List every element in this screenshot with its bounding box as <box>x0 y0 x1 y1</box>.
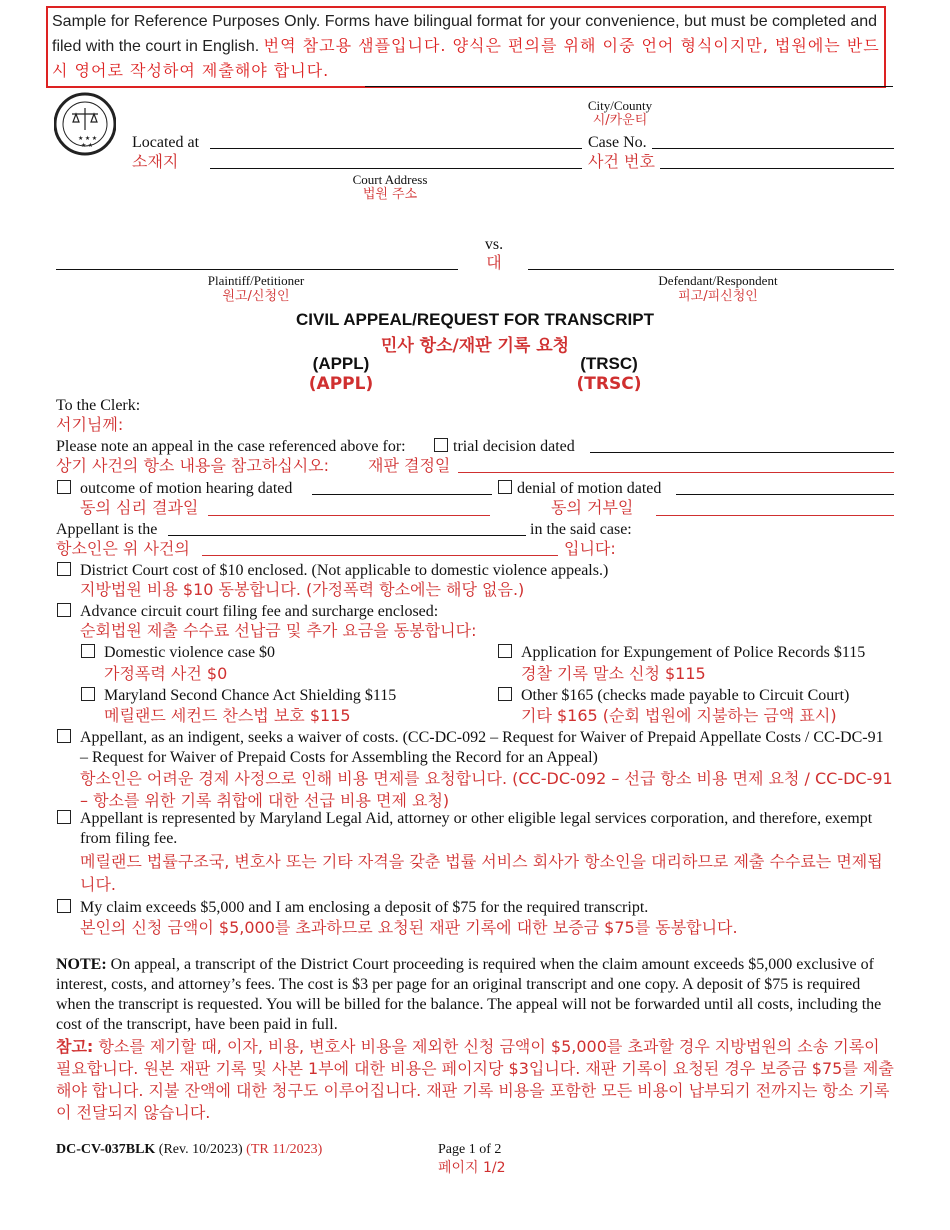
domestic-case: Domestic violence case $0 <box>104 644 276 661</box>
form-rev: (Rev. 10/2023) <box>158 1142 243 1157</box>
appellant-is-ko: 항소인은 위 사건의 <box>56 539 190 558</box>
trial-decision-date-ko[interactable] <box>458 472 894 473</box>
banner-korean: 번역 참고용 샘플입니다. 양식은 편의를 위해 이중 언어 형식이지만, 법원에는 반드시 영어로 작성하여 제출해야 합니다. <box>52 36 880 80</box>
city-county-line[interactable] <box>365 86 893 87</box>
legal-aid-ko: 메릴랜드 법률구조국, 변호사 또는 기타 자격을 갖춘 법률 서비스 회사가 항소인을 대리하므로 제출 수수료는 면제됩니다. <box>80 852 883 894</box>
trial-decision-date[interactable] <box>590 452 894 453</box>
indigent-checkbox[interactable] <box>57 729 71 743</box>
in-said-case-ko: 입니다: <box>564 539 616 558</box>
advance-fee-ko: 순회법원 제출 수수료 선납금 및 추가 요금을 동봉합니다: <box>80 621 477 640</box>
note-label: NOTE: <box>56 956 107 973</box>
city-county-label-ko: 시/카운티 <box>592 113 648 128</box>
note-text: On appeal, a transcript of the District Court proceeding is required when the claim amount exceeds $5,000 exclusive of interest, costs, and attorney’s fees. The cost is $3 per page for an original transcript and one copy. A deposit of $75 is required when the transcript is requested. You will be billed for the balance. The appeal will not be forwarded until all costs, including the cost of the transcript, have been paid in full. <box>56 956 882 1033</box>
legal-aid-checkbox[interactable] <box>57 810 71 824</box>
district-cost-checkbox[interactable] <box>57 562 71 576</box>
page-number-ko: 페이지 1/2 <box>438 1160 506 1176</box>
located-at-label-ko: 소재지 <box>132 152 179 171</box>
court-address-label-ko: 법원 주소 <box>362 187 418 202</box>
motion-hearing-label-ko: 동의 심리 결과일 <box>80 498 199 517</box>
domestic-case-ko: 가정폭력 사건 $0 <box>104 664 228 683</box>
motion-hearing-label: outcome of motion hearing dated <box>80 480 293 497</box>
motion-hearing-date-ko[interactable] <box>208 515 490 516</box>
expungement: Application for Expungement of Police Records $115 <box>521 644 866 661</box>
page-number: Page 1 of 2 <box>438 1142 502 1157</box>
located-at-field-2[interactable] <box>210 168 582 169</box>
svg-text:★ ★ ★: ★ ★ ★ <box>78 136 98 142</box>
claim-exceeds: My claim exceeds $5,000 and I am enclosing a deposit of $75 for the required transcript. <box>80 899 649 916</box>
case-no-field[interactable] <box>652 148 894 149</box>
motion-hearing-date[interactable] <box>312 494 492 495</box>
trsc-code-ko: (TRSC) <box>576 374 642 394</box>
city-county-label: City/County <box>587 98 653 113</box>
appellant-role-field-ko[interactable] <box>202 555 558 556</box>
plaintiff-field[interactable] <box>56 269 458 270</box>
denial-motion-date[interactable] <box>676 494 894 495</box>
denial-motion-date-ko[interactable] <box>656 515 894 516</box>
appellant-is: Appellant is the <box>56 521 158 538</box>
svg-text:★ ★: ★ ★ <box>81 143 94 149</box>
trial-decision-label-ko: 재판 결정일 <box>368 456 451 475</box>
plaintiff-label: Plaintiff/Petitioner <box>207 273 305 288</box>
banner-english: Sample for Reference Purposes Only. Forms have bilingual format for your convenience, but must be completed and filed with the court in English. <box>52 13 878 55</box>
form-title: CIVIL APPEAL/REQUEST FOR TRANSCRIPT <box>296 310 654 329</box>
defendant-label: Defendant/Respondent <box>658 273 778 288</box>
case-no-label-ko: 사건 번호 <box>588 152 655 171</box>
denial-motion-label: denial of motion dated <box>517 480 662 497</box>
note-text-ko: 항소를 제기할 때, 이자, 비용, 변호사 비용을 제외한 신청 금액이 $5,000를 초과할 경우 지방법원의 소송 기록이 필요합니다. 원본 재판 기록 및 사본 1부에 대한 비용은 페이지당 $3입니다. 재판 기록이 요청된 경우 보증금 $75를 제출해야 합니다. 지불 잔액에 대한 청구도 이루어집니다. 재판 기록 비용을 포함한 모든 비용이 납부되기 전까지는 항소 기록이 전달되지 않습니다. <box>56 1037 894 1122</box>
form-id: DC-CV-037BLK <box>56 1142 156 1157</box>
trsc-code: (TRSC) <box>580 354 638 373</box>
vs-label-ko: 대 <box>486 253 502 272</box>
denial-motion-label-ko: 동의 거부일 <box>551 498 634 517</box>
trial-decision-checkbox[interactable] <box>434 438 448 452</box>
please-note-ko: 상기 사건의 항소 내용을 참고하십시오: <box>56 456 330 475</box>
note-paragraph <box>56 955 896 1035</box>
to-clerk: To the Clerk: <box>56 397 141 414</box>
second-chance: Maryland Second Chance Act Shielding $115 <box>104 687 397 704</box>
indigent: Appellant, as an indigent, seeks a waiver of costs. (CC-DC-092 – Request for Waiver of Prepaid Appellate Costs / CC-DC-91 – Request for Waiver of Prepaid Costs for Assembling the Record for an Appeal) <box>80 729 884 766</box>
advance-fee: Advance circuit court filing fee and surcharge enclosed: <box>80 603 439 620</box>
defendant-field[interactable] <box>528 269 894 270</box>
appl-code: (APPL) <box>312 354 370 373</box>
other-fee-checkbox[interactable] <box>498 687 512 701</box>
domestic-case-checkbox[interactable] <box>81 644 95 658</box>
case-no-label: Case No. <box>588 134 647 151</box>
other-fee: Other $165 (checks made payable to Circuit Court) <box>521 687 850 704</box>
appellant-role-field[interactable] <box>168 535 526 536</box>
reference-banner <box>46 6 886 88</box>
indigent-ko: 항소인은 어려운 경제 사정으로 인해 비용 면제를 요청합니다. (CC-DC-092 – 선급 항소 비용 면제 요청 / CC-DC-91 – 항소를 위한 기록 취합에 대한 선급 비용 면제 요청) <box>80 769 893 810</box>
note-label-ko: 참고: <box>56 1037 94 1056</box>
vs-label: vs. <box>484 236 504 253</box>
denial-motion-checkbox[interactable] <box>498 480 512 494</box>
second-chance-ko: 메릴랜드 세컨드 찬스법 보호 $115 <box>104 706 351 725</box>
expungement-ko: 경찰 기록 말소 신청 $115 <box>521 664 706 683</box>
claim-exceeds-ko: 본인의 신청 금액이 $5,000를 초과하므로 요청된 재판 기록에 대한 보증금 $75를 동봉합니다. <box>80 918 738 937</box>
motion-hearing-checkbox[interactable] <box>57 480 71 494</box>
advance-fee-checkbox[interactable] <box>57 603 71 617</box>
form-title-ko: 민사 항소/재판 기록 요청 <box>380 336 570 356</box>
trial-decision-label: trial decision dated <box>453 438 575 455</box>
legal-aid: Appellant is represented by Maryland Legal Aid, attorney or other eligible legal services corporation, and therefore, exempt from filing fee. <box>80 810 873 847</box>
case-no-field-2[interactable] <box>660 168 894 169</box>
second-chance-checkbox[interactable] <box>81 687 95 701</box>
form-footer-id <box>56 1142 322 1158</box>
in-said-case: in the said case: <box>530 521 632 538</box>
located-at-field[interactable] <box>210 148 582 149</box>
claim-exceeds-checkbox[interactable] <box>57 899 71 913</box>
note-paragraph-ko <box>56 1036 896 1124</box>
to-clerk-ko: 서기님께: <box>56 415 124 434</box>
plaintiff-label-ko: 원고/신청인 <box>222 289 290 304</box>
defendant-label-ko: 피고/피신청인 <box>678 289 758 304</box>
located-at-label: Located at <box>132 134 200 151</box>
district-cost-ko: 지방법원 비용 $10 동봉합니다. (가정폭력 항소에는 해당 없음.) <box>80 580 525 599</box>
expungement-checkbox[interactable] <box>498 644 512 658</box>
other-fee-ko: 기타 $165 (순회 법원에 지불하는 금액 표시) <box>521 706 837 725</box>
form-tr: (TR 11/2023) <box>246 1142 323 1157</box>
please-note: Please note an appeal in the case referenced above for: <box>56 438 406 455</box>
district-cost: District Court cost of $10 enclosed. (Not applicable to domestic violence appeals.) <box>80 562 609 579</box>
court-seal <box>54 86 116 162</box>
court-address-label: Court Address <box>352 172 428 187</box>
appl-code-ko: (APPL) <box>308 374 374 394</box>
